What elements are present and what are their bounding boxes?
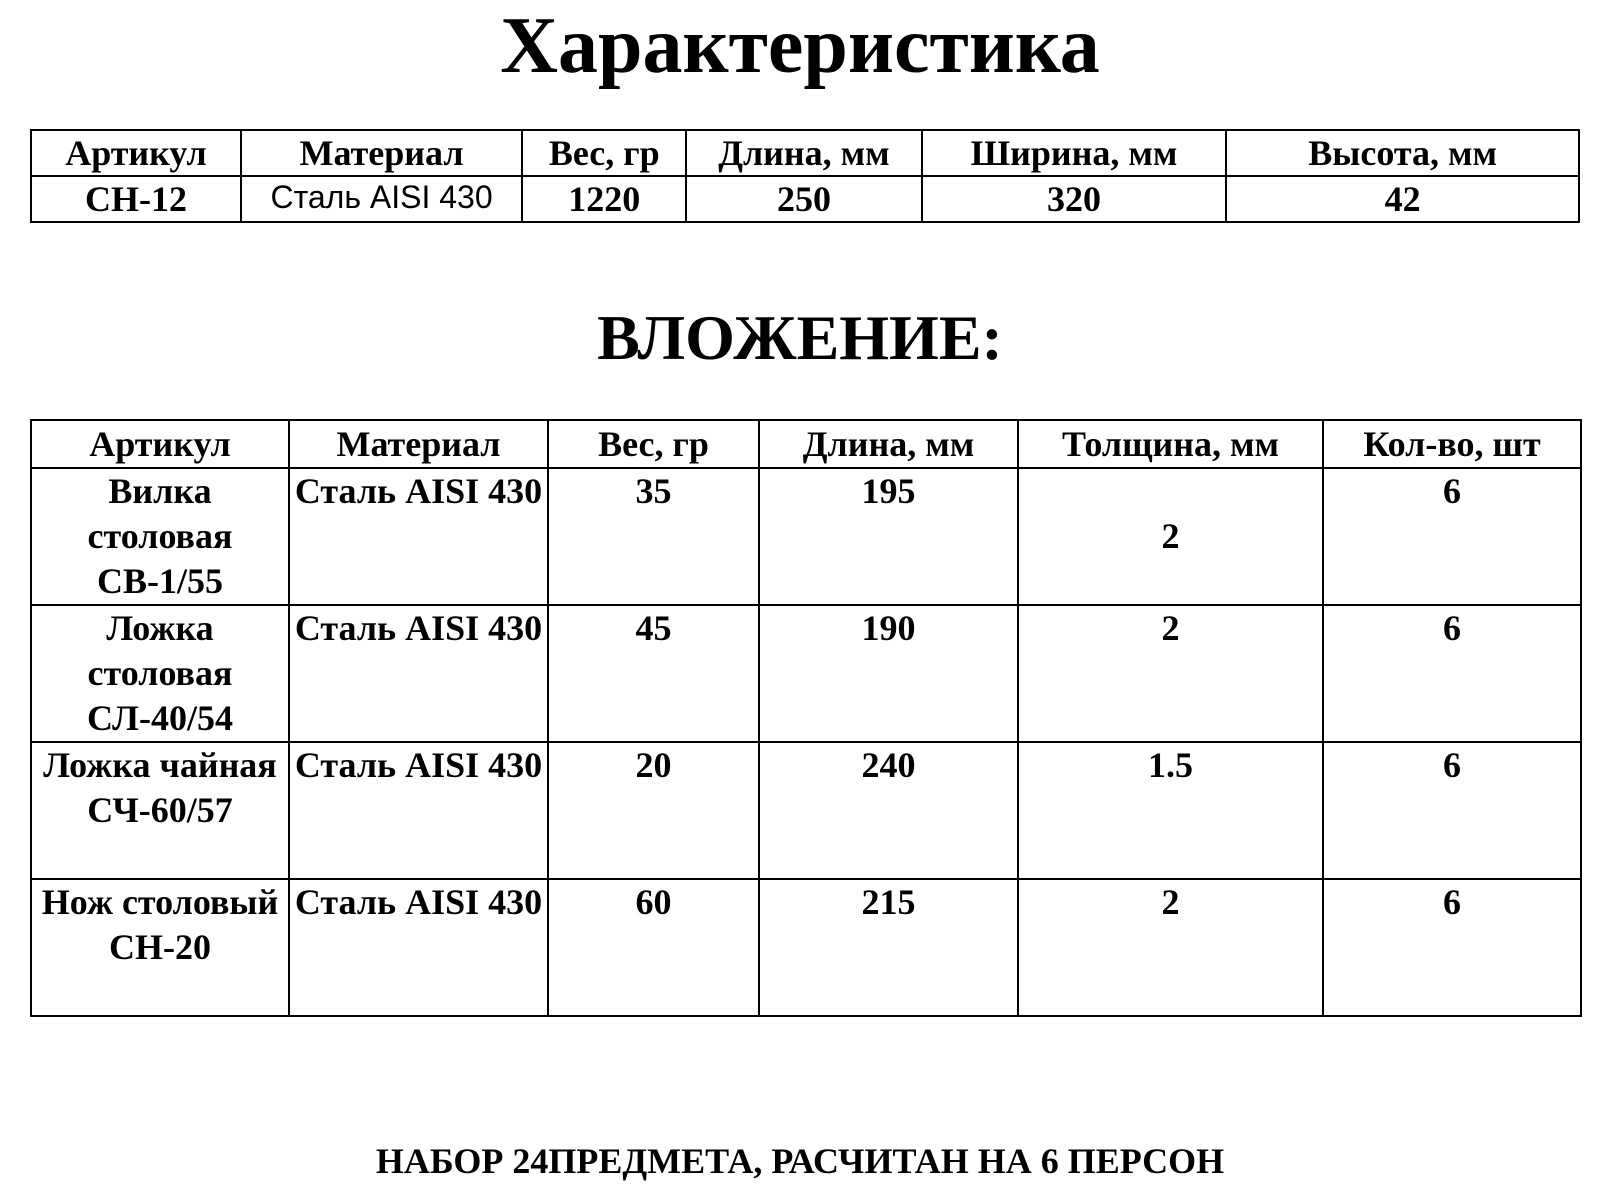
column-header: Высота, мм: [1226, 130, 1579, 176]
section-title: ВЛОЖЕНИЕ:: [597, 302, 1003, 373]
table-cell: 20: [548, 742, 759, 879]
table-cell: Сталь AISI 430: [289, 605, 548, 742]
table-cell: Нож столовый СН-20: [31, 879, 289, 1016]
column-header: Кол-во, шт: [1323, 420, 1581, 468]
column-header: Длина, мм: [686, 130, 921, 176]
column-header: Толщина, мм: [1018, 420, 1323, 468]
column-header: Артикул: [31, 130, 241, 176]
table-cell: 190: [759, 605, 1018, 742]
table-cell: 1.5: [1018, 742, 1323, 879]
table-row: [31, 468, 1581, 605]
table-cell: 320: [922, 176, 1227, 222]
footer-note: НАБОР 24ПРЕДМЕТА, РАСЧИТАН НА 6 ПЕРСОН: [375, 1141, 1225, 1181]
table-cell: 35: [548, 468, 759, 605]
table-cell: 6: [1323, 605, 1581, 742]
table-cell: 6: [1323, 879, 1581, 1016]
page-title: Характеристика: [500, 2, 1100, 90]
table-cell: Ложка чайная СЧ-60/57: [31, 742, 289, 879]
column-header: Вес, гр: [522, 130, 686, 176]
table-row: [31, 605, 1581, 742]
table-row: [31, 176, 1579, 222]
table-cell: 1220: [522, 176, 686, 222]
table-cell: 195: [759, 468, 1018, 605]
column-header: Ширина, мм: [922, 130, 1227, 176]
table-cell: Ложка столовая СЛ-40/54: [31, 605, 289, 742]
specification-table: [30, 129, 1580, 223]
table-cell: 2: [1018, 605, 1323, 742]
table-cell: 240: [759, 742, 1018, 879]
table-cell: 6: [1323, 742, 1581, 879]
table-cell: СН-12: [31, 176, 241, 222]
column-header: Длина, мм: [759, 420, 1018, 468]
table-cell: Сталь AISI 430: [241, 176, 522, 222]
table-cell: Вилка столовая СВ-1/55: [31, 468, 289, 605]
table-cell: Сталь AISI 430: [289, 468, 548, 605]
column-header: Артикул: [31, 420, 289, 468]
table-header-row: [31, 420, 1581, 468]
table-row: [31, 742, 1581, 879]
table-cell: Сталь AISI 430: [289, 879, 548, 1016]
table-cell: 2: [1018, 879, 1323, 1016]
table-cell: 215: [759, 879, 1018, 1016]
table-cell: 42: [1226, 176, 1579, 222]
table-cell: 6: [1323, 468, 1581, 605]
table-cell: 250: [686, 176, 921, 222]
table-cell: 45: [548, 605, 759, 742]
column-header: Материал: [241, 130, 522, 176]
table-cell: 60: [548, 879, 759, 1016]
column-header: Материал: [289, 420, 548, 468]
table-cell: Сталь AISI 430: [289, 742, 548, 879]
table-row: [31, 879, 1581, 1016]
table-header-row: [31, 130, 1579, 176]
contents-table: [30, 419, 1582, 1017]
table-cell: 2: [1018, 468, 1323, 605]
column-header: Вес, гр: [548, 420, 759, 468]
